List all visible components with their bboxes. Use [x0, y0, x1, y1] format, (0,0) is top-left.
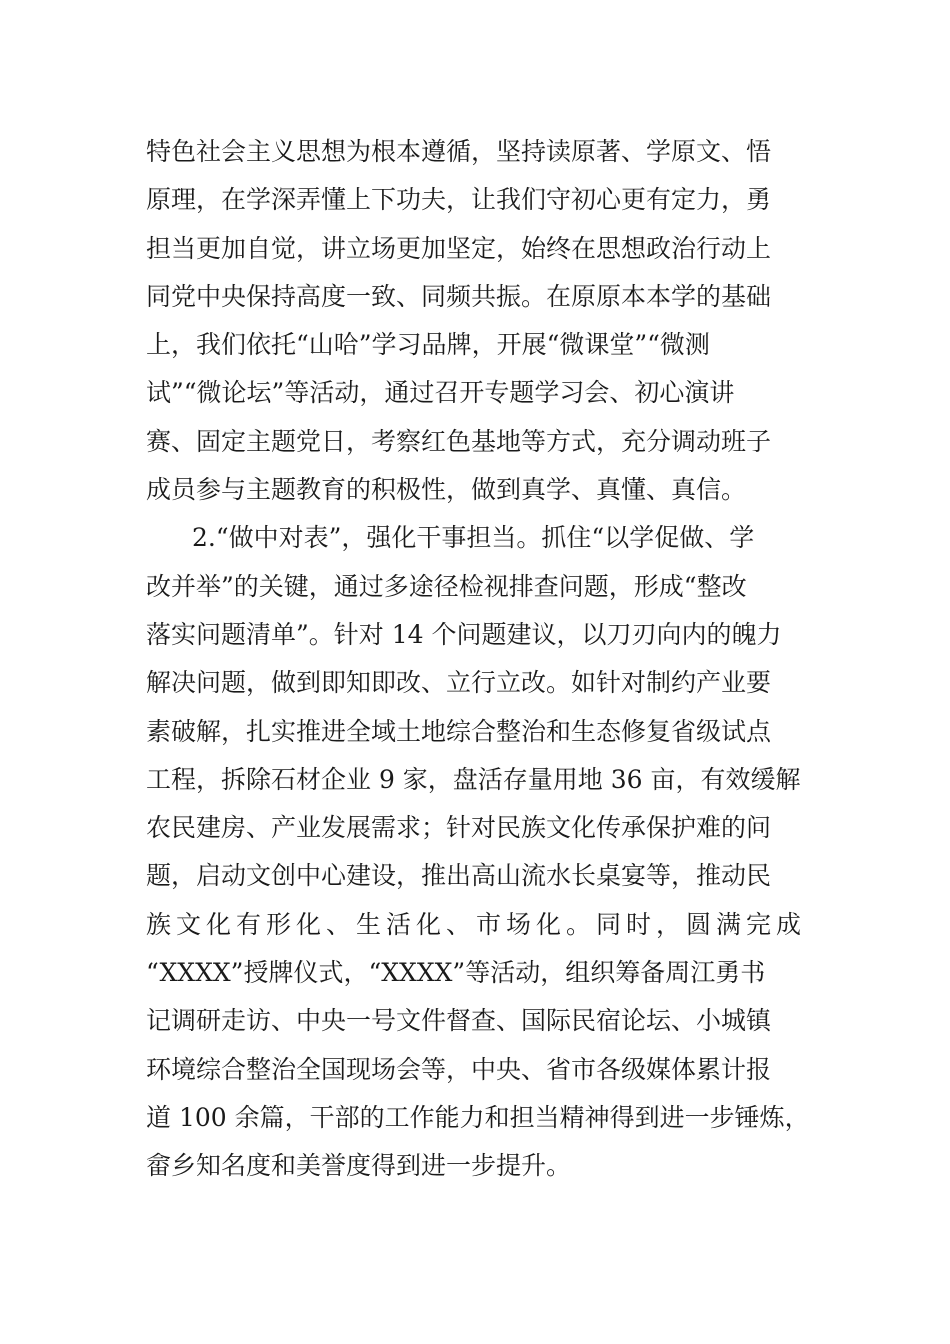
text-line: 农民建房、产业发展需求；针对民族文化传承保护难的问	[146, 813, 772, 843]
text-line: 环境综合整治全国现场会等，中央、省市各级媒体累计报	[146, 1054, 772, 1084]
text-line: 原理，在学深弄懂上下功夫，让我们守初心更有定力，勇	[146, 185, 772, 215]
text-line: 担当更加自觉，讲立场更加坚定，始终在思想政治行动上	[146, 233, 772, 263]
text-line: 特色社会主义思想为根本遵循，坚持读原著、学原文、悟	[146, 137, 772, 166]
text-line: 畲乡知名度和美誉度得到进一步提升。	[146, 1151, 572, 1181]
text-line: 道 100 余篇，干部的工作能力和担当精神得到进一步锤炼，	[146, 1102, 810, 1132]
text-line: 解决问题，做到即知即改、立行立改。如针对制约产业要	[146, 668, 772, 698]
text-line: 素破解，扎实推进全域土地综合整治和生态修复省级试点	[146, 716, 772, 746]
text-line: 上，我们依托“山哈”学习品牌，开展“微课堂”“微测	[146, 330, 710, 360]
text-line: 工程，拆除石材企业 9 家，盘活存量用地 36 亩，有效缓解	[146, 764, 801, 794]
text-line: 赛、固定主题党日，考察红色基地等方式，充分调动班子	[146, 426, 772, 456]
text-line: 落实问题清单”。针对 14 个问题建议，以刀刃向内的魄力	[146, 619, 782, 649]
text-line: 同党中央保持高度一致、同频共振。在原原本本学的基础	[146, 281, 772, 311]
paragraph-start-line: 2.“做中对表”，强化干事担当。抓住“以学促做、学	[192, 523, 755, 553]
text-line: 题，启动文创中心建设，推出高山流水长桌宴等，推动民	[146, 861, 772, 891]
text-line: “XXXX”授牌仪式，“XXXX”等活动，组织筹备周江勇书	[146, 958, 766, 988]
body-text	[146, 128, 826, 1191]
text-line: 改并举”的关键，通过多途径检视排查问题，形成“整改	[146, 571, 747, 601]
text-line: 记调研走访、中央一号文件督查、国际民宿论坛、小城镇	[146, 1006, 772, 1036]
text-line: 试”“微论坛”等活动，通过召开专题学习会、初心演讲	[146, 378, 735, 408]
text-line: 成员参与主题教育的积极性，做到真学、真懂、真信。	[146, 475, 747, 505]
text-line: 族文化有形化、生活化、市场化。同时，圆满完成	[146, 909, 807, 939]
